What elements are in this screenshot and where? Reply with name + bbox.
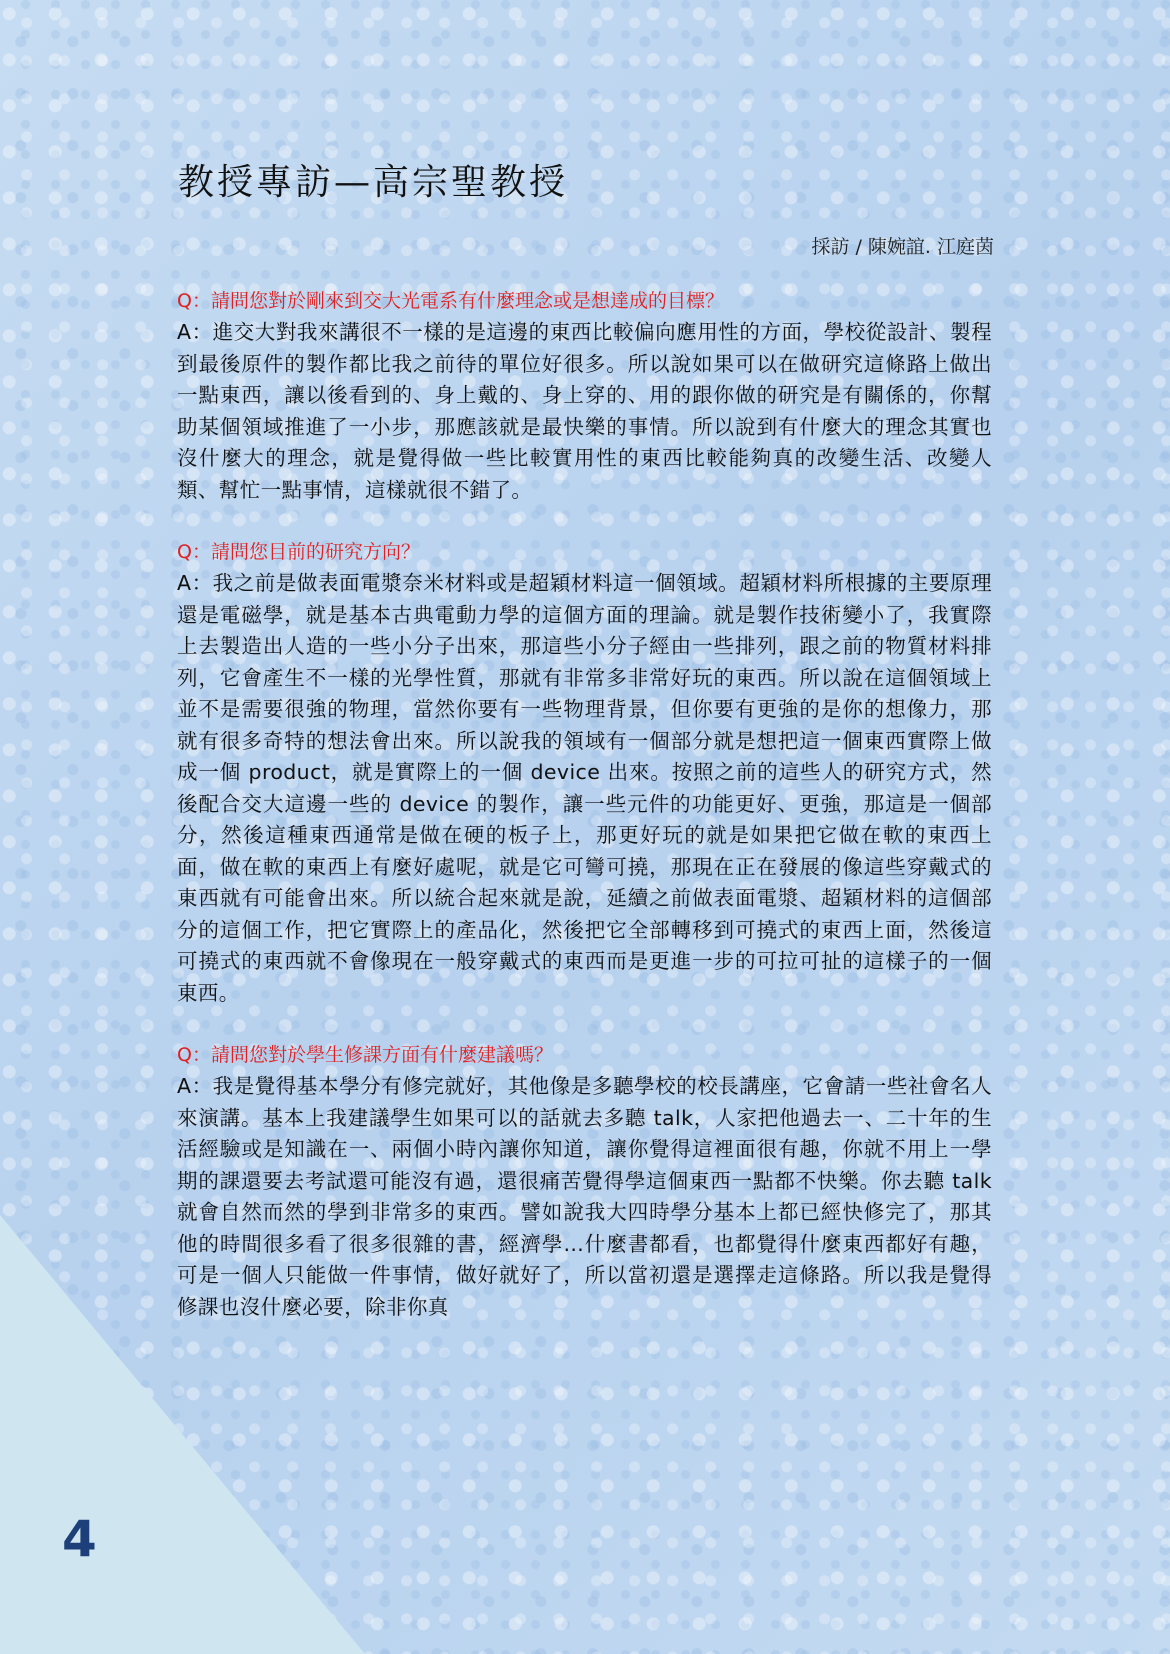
page-number: 4 [62, 1510, 97, 1568]
qa-block [177, 286, 992, 506]
article-body [177, 286, 992, 1354]
qa-block [177, 1040, 992, 1323]
question: Q：請問您對於學生修課方面有什麼建議嗎？ [177, 1044, 553, 1066]
question: Q：請問您目前的研究方向？ [177, 541, 420, 563]
answer: A：我是覺得基本學分有修完就好，其他像是多聽學校的校長講座，它會請一些社會名人來演講。基本上我建議學生如果可以的話就去多聽 talk，人家把他過去一、二十年的生活經驗或是知識在一、兩個小時內讓你知道，讓你覺得這裡面很有趣，你就不用上一學期的課還要去考試還可能沒有過，還很痛苦覺得學這個東西一點都不快樂。你去聽 talk 就會自然而然的學到非常多的東西。譬如說我大四時學分基本上都已經快修完了，那其他的時間很多看了很多很雜的書，經濟學…什麼書都看，也都覺得什麼東西都好有趣，可是一個人只能做一件事情，做好就好了，所以當初還是選擇走這條路。所以我是覺得修課也沒什麼必要，除非你真 [177, 1074, 992, 1319]
answer: A：進交大對我來講很不一樣的是這邊的東西比較偏向應用性的方面，學校從設計、製程到最後原件的製作都比我之前待的單位好很多。所以說如果可以在做研究這條路上做出一點東西，讓以後看到的、身上戴的、身上穿的、用的跟你做的研究是有關係的，你幫助某個領域推進了一小步，那應該就是最快樂的事情。所以說到有什麼大的理念其實也沒什麼大的理念，就是覺得做一些比較實用性的東西比較能夠真的改變生活、改變人類、幫忙一點事情，這樣就很不錯了。 [177, 320, 992, 502]
answer: A：我之前是做表面電漿奈米材料或是超穎材料這一個領域。超穎材料所根據的主要原理還是電磁學，就是基本古典電動力學的這個方面的理論。就是製作技術變小了，我實際上去製造出人造的一些小分子出來，那這些小分子經由一些排列，跟之前的物質材料排列，它會產生不一樣的光學性質，那就有非常多非常好玩的東西。所以說在這個領域上並不是需要很強的物理，當然你要有一些物理背景，但你要有更強的是你的想像力，那就有很多奇特的想法會出來。所以說我的領域有一個部分就是想把這一個東西實際上做成一個 product，就是實際上的一個 device 出來。按照之前的這些人的研究方式，然後配合交大這邊一些的 device 的製作，讓一些元件的功能更好、更強，那這是一個部分，然後這種東西通常是做在硬的板子上，那更好玩的就是如果把它做在軟的東西上面，做在軟的東西上有麼好處呢，就是它可彎可撓，那現在正在發展的像這些穿戴式的東西就有可能會出來。所以統合起來就是說，延續之前做表面電漿、超穎材料的這個部分的這個工作，把它實際上的產品化，然後把它全部轉移到可撓式的東西上面，然後這可撓式的東西就不會像現在一般穿戴式的東西而是更進一步的可拉可扯的這樣子的一個東西。 [177, 571, 992, 1005]
question: Q：請問您對於剛來到交大光電系有什麼理念或是想達成的目標？ [177, 290, 724, 312]
qa-block [177, 537, 992, 1009]
article-title: 教授專訪—高宗聖教授 [178, 162, 569, 203]
byline: 採訪 / 陳婉誼. 江庭茵 [811, 236, 994, 258]
